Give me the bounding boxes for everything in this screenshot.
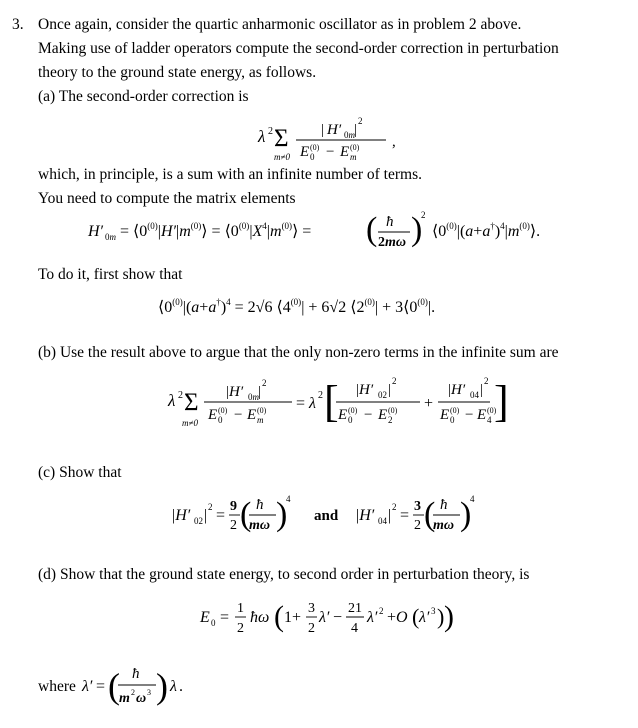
svg-text:): ) <box>156 666 168 706</box>
svg-text:|H′: |H′ <box>172 507 191 524</box>
svg-text:(: ( <box>240 496 252 533</box>
svg-text:|H′: |H′ <box>226 384 244 400</box>
nonzero-terms-equation <box>168 372 508 432</box>
svg-text:⟨0(0)|(a+a†)4 = 2√6 ⟨4(0)| + 6: $⟨0^{(0)}|(a+a^\dagger)^4 = 2√6$ $⟨4^{(0)}| + 6√2$ $⟨2^{(0)}|$ + $3⟨0^{(0)}|$. <box>158 297 436 316</box>
lambda-prime-definition <box>82 660 222 714</box>
where-label: where <box>38 678 76 695</box>
svg-text:Σ: Σ <box>274 125 289 152</box>
svg-text:4: 4 <box>351 621 358 636</box>
svg-text:E: E <box>440 407 450 423</box>
svg-text:9: 9 <box>230 499 237 514</box>
svg-text:0m: 0m <box>105 232 116 242</box>
matrix-element-values-equation <box>172 490 492 542</box>
svg-text:02: 02 <box>194 516 203 526</box>
svg-text:(: ( <box>274 600 284 633</box>
svg-text:−: − <box>326 144 335 160</box>
svg-text:0: 0 <box>218 415 223 425</box>
svg-text:]: ] <box>494 377 509 426</box>
svg-text:2: 2 <box>421 210 426 220</box>
svg-text:mω: mω <box>433 518 455 533</box>
svg-text:H′: H′ <box>327 122 342 138</box>
svg-text:ħ: ħ <box>132 666 140 682</box>
svg-text:2: 2 <box>262 378 267 388</box>
svg-text:): ) <box>276 496 288 533</box>
svg-text:E: E <box>300 144 310 160</box>
svg-text:m: m <box>350 152 357 162</box>
matrix-element-equation <box>88 208 608 256</box>
svg-text:E: E <box>378 407 388 423</box>
svg-text:3: 3 <box>308 601 315 616</box>
svg-text:2: 2 <box>268 126 273 137</box>
svg-text:(0): (0) <box>450 406 460 415</box>
svg-text:E: E <box>477 407 487 423</box>
svg-text:(0): (0) <box>350 143 360 152</box>
svg-text:= ⟨0(0)|H′|m(0)⟩ = ⟨0(0)|X4|m(: = $⟨0^{(0)}|H'|m^{(0)}⟩$ = $⟨0^{(0)}|X^4|m^{(0)}⟩$ = <box>120 221 312 240</box>
svg-text:(0): (0) <box>218 406 228 415</box>
svg-text:|: | <box>321 122 325 138</box>
svg-text:1+: 1+ <box>284 609 302 626</box>
svg-text:ħω: ħω <box>250 609 270 626</box>
svg-text:⟨0(0)|(a+a†)4|m(0)⟩.: $⟨0^{(0)}|(a+a^\dagger)^4|m^{(0)}⟩$. <box>432 221 541 240</box>
svg-text:λ′: λ′ <box>319 609 330 626</box>
svg-text:E: E <box>340 144 350 160</box>
svg-text:E: E <box>200 609 210 626</box>
svg-text:2: 2 <box>318 390 323 401</box>
svg-text:(0): (0) <box>257 406 267 415</box>
svg-text:02: 02 <box>378 390 387 400</box>
svg-text:04: 04 <box>470 390 479 400</box>
svg-text:(0): (0) <box>310 143 320 152</box>
svg-text:2: 2 <box>392 376 397 386</box>
svg-text:2: 2 <box>178 390 183 401</box>
svg-text:(: ( <box>108 666 120 706</box>
svg-text:Σ: Σ <box>184 389 199 416</box>
svg-text:(: ( <box>424 496 436 533</box>
svg-text:m: m <box>257 415 264 425</box>
svg-text:λ: λ <box>170 678 177 695</box>
svg-text:ħ: ħ <box>440 497 448 513</box>
ground-state-energy-equation <box>200 592 500 642</box>
svg-text:+O: +O <box>387 609 408 626</box>
svg-text:|: | <box>480 382 484 398</box>
svg-text:2: 2 <box>208 502 213 512</box>
svg-text:ħ: ħ <box>256 497 264 513</box>
svg-text:2: 2 <box>388 415 393 425</box>
svg-text:mω: mω <box>249 518 271 533</box>
svg-text:+: + <box>424 395 434 412</box>
svg-text:−: − <box>465 407 474 423</box>
svg-text:3: 3 <box>414 499 421 514</box>
svg-text:λ′: λ′ <box>367 609 378 626</box>
svg-text:E: E <box>338 407 348 423</box>
part-b-text: (b) Use the result above to argue that the only non-zero terms in the infinite sum are <box>38 344 559 361</box>
svg-text:): ) <box>460 496 472 533</box>
svg-text:−: − <box>234 407 243 423</box>
svg-text:): ) <box>437 604 445 629</box>
part-a-heading: (a) The second-order correction is <box>38 88 249 105</box>
problem-number: 3. <box>12 16 24 33</box>
svg-text:.: . <box>179 678 183 695</box>
svg-text:|H′: |H′ <box>356 382 374 398</box>
svg-text:m≠0: m≠0 <box>182 418 198 428</box>
svg-text:21: 21 <box>348 601 362 616</box>
svg-text:H′: H′ <box>88 223 104 240</box>
svg-text:2mω: 2mω <box>378 235 407 250</box>
svg-text:E: E <box>208 407 218 423</box>
svg-text:3: 3 <box>431 606 436 616</box>
svg-text:=: = <box>400 507 410 524</box>
svg-text:λ′: λ′ <box>419 609 430 626</box>
svg-text:= λ: = λ <box>296 395 316 412</box>
svg-text:=: = <box>96 678 106 695</box>
svg-text:|: | <box>388 507 392 524</box>
svg-text:2: 2 <box>131 688 135 697</box>
svg-text:2: 2 <box>392 502 397 512</box>
intro-line-2: Making use of ladder operators compute the second-order correction in perturbation <box>38 40 559 57</box>
svg-text:(0): (0) <box>388 406 398 415</box>
svg-text:,: , <box>392 134 396 150</box>
part-d-text: (d) Show that the ground state energy, to second order in perturbation theory, is <box>38 566 530 583</box>
svg-text:2: 2 <box>230 518 237 533</box>
svg-text:=: = <box>220 609 230 626</box>
svg-text:|H′: |H′ <box>448 382 466 398</box>
svg-text:2: 2 <box>414 518 421 533</box>
svg-text:2: 2 <box>308 621 315 636</box>
svg-text:[: [ <box>324 377 339 426</box>
svg-text:−: − <box>333 609 343 626</box>
svg-text:4: 4 <box>286 494 291 504</box>
svg-text:(0): (0) <box>348 406 358 415</box>
part-a-show-first: To do it, first show that <box>38 266 183 283</box>
svg-text:|: | <box>204 507 208 524</box>
svg-text:0: 0 <box>348 415 353 425</box>
svg-text:E: E <box>247 407 257 423</box>
intro-line-1: Once again, consider the quartic anharmonic oscillator as in problem 2 above. <box>38 16 522 33</box>
svg-text:2: 2 <box>379 606 384 616</box>
svg-text:2: 2 <box>358 116 363 126</box>
bra-expansion-equation <box>158 284 538 324</box>
svg-text:ω: ω <box>136 691 147 706</box>
part-a-after-line-1: which, in principle, is a sum with an infinite number of terms. <box>38 166 422 183</box>
intro-line-3: theory to the ground state energy, as follows. <box>38 64 317 81</box>
svg-text:|: | <box>354 122 358 138</box>
part-c-text: (c) Show that <box>38 464 122 481</box>
svg-text:(: ( <box>412 604 420 629</box>
svg-text:): ) <box>411 211 423 248</box>
svg-text:4: 4 <box>487 415 492 425</box>
svg-text:0m: 0m <box>344 130 355 140</box>
svg-text:|: | <box>258 384 262 400</box>
svg-text:λ′: λ′ <box>82 678 93 695</box>
svg-text:1: 1 <box>237 601 244 616</box>
svg-text:4: 4 <box>470 494 475 504</box>
and-word: and <box>314 508 339 524</box>
svg-text:2: 2 <box>484 376 489 386</box>
svg-text:2: 2 <box>237 621 244 636</box>
svg-text:λ: λ <box>168 391 176 410</box>
svg-text:0: 0 <box>450 415 455 425</box>
svg-text:m≠0: m≠0 <box>274 152 290 162</box>
second-order-correction-equation <box>258 112 408 167</box>
svg-text:ħ: ħ <box>386 214 394 230</box>
svg-text:0m: 0m <box>248 392 259 402</box>
svg-text:|: | <box>388 382 392 398</box>
svg-text:): ) <box>444 600 454 633</box>
svg-text:(: ( <box>366 211 378 248</box>
svg-text:04: 04 <box>378 516 387 526</box>
part-a-after-line-2: You need to compute the matrix elements <box>38 190 296 207</box>
svg-text:(0): (0) <box>487 406 497 415</box>
svg-text:m: m <box>119 691 130 706</box>
svg-text:0: 0 <box>310 152 315 162</box>
svg-text:|H′: |H′ <box>356 507 375 524</box>
svg-text:0: 0 <box>211 618 216 628</box>
svg-text:=: = <box>216 507 226 524</box>
svg-text:λ: λ <box>258 127 266 146</box>
svg-text:−: − <box>364 407 373 423</box>
svg-text:3: 3 <box>147 688 151 697</box>
